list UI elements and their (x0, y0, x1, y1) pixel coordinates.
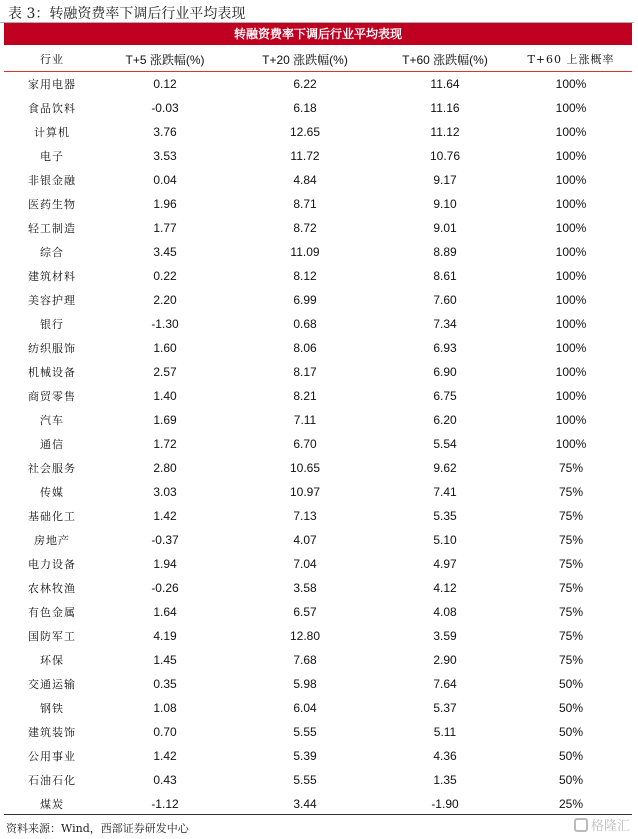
industry-cell: 农林牧渔 (28, 582, 76, 595)
industry-cell: 机械设备 (28, 366, 76, 379)
industry-cell: 银行 (40, 318, 64, 331)
t20-cell: 11.09 (290, 245, 320, 259)
t60-cell: 5.37 (433, 701, 457, 715)
t20-cell: 6.57 (293, 605, 317, 619)
t5-cell: 1.64 (153, 605, 177, 619)
t60-prob-cell: 75% (558, 557, 584, 571)
t60-cell: 3.59 (433, 629, 457, 643)
t60-cell: 9.10 (433, 197, 457, 211)
t5-cell: 1.77 (153, 221, 177, 235)
table-row (4, 288, 632, 312)
t20-cell: 7.04 (293, 557, 317, 571)
t60-prob-cell: 50% (558, 701, 584, 715)
industry-cell: 计算机 (34, 126, 70, 139)
table-row (4, 408, 632, 432)
industry-cell: 电力设备 (28, 558, 76, 571)
industry-cell: 综合 (40, 246, 64, 259)
t5-cell: 1.60 (153, 341, 177, 355)
header-t60: T+60 涨跌幅(%) (402, 52, 488, 67)
industry-cell: 钢铁 (40, 702, 64, 715)
industry-cell: 美容护理 (28, 294, 76, 307)
t60-prob-cell: 75% (558, 605, 584, 619)
table-row (4, 192, 632, 216)
t20-cell: 10.65 (289, 461, 321, 475)
t60-cell: 6.20 (433, 413, 457, 427)
table-row (4, 504, 632, 528)
table-row (4, 720, 632, 744)
watermark-logo-icon (574, 818, 588, 832)
t5-cell: 0.43 (153, 773, 177, 787)
industry-cell: 建筑装饰 (28, 726, 76, 739)
table-row (4, 624, 632, 648)
t5-cell: 0.22 (153, 269, 177, 283)
t60-prob-cell: 75% (558, 581, 584, 595)
t5-cell: 1.45 (153, 653, 177, 667)
watermark (574, 815, 630, 834)
t60-cell: 11.12 (430, 125, 460, 139)
t60-prob-cell: 100% (555, 365, 587, 379)
watermark-text: 格隆汇 (590, 818, 630, 833)
t5-cell: 1.96 (153, 197, 177, 211)
table-row (4, 576, 632, 600)
t60-prob-cell: 100% (555, 245, 587, 259)
t5-cell: -1.12 (151, 797, 179, 811)
t60-prob-cell: 100% (555, 125, 587, 139)
t20-cell: 5.55 (293, 725, 317, 739)
t20-cell: 12.65 (289, 125, 321, 139)
t60-cell: 4.12 (433, 581, 457, 595)
t5-cell: 0.70 (153, 725, 177, 739)
t60-prob-cell: 100% (555, 413, 587, 427)
industry-cell: 电子 (40, 150, 64, 163)
t60-cell: 9.01 (433, 221, 457, 235)
industry-cell: 传媒 (40, 486, 64, 499)
header-t60-prob: T+60 上涨概率 (527, 53, 615, 66)
t5-cell: 0.04 (153, 173, 177, 187)
table-caption: 表 3：转融资费率下调后行业平均表现 (8, 6, 246, 22)
t5-cell: 1.69 (153, 413, 177, 427)
industry-cell: 公用事业 (28, 750, 76, 763)
t5-cell: 1.72 (153, 437, 177, 451)
t60-prob-cell: 25% (558, 797, 584, 811)
t60-cell: 9.62 (433, 461, 457, 475)
t60-cell: 9.17 (433, 173, 457, 187)
t5-cell: 1.42 (153, 509, 177, 523)
t20-cell: 11.72 (290, 149, 320, 163)
t20-cell: 6.04 (293, 701, 317, 715)
table-row (4, 768, 632, 792)
industry-cell: 食品饮料 (28, 102, 76, 115)
table-row (4, 384, 632, 408)
t60-cell: 5.10 (433, 533, 457, 547)
t60-prob-cell: 75% (558, 485, 584, 499)
t60-prob-cell: 100% (555, 77, 587, 91)
industry-cell: 煤炭 (40, 798, 64, 811)
t60-prob-cell: 75% (558, 461, 584, 475)
t60-prob-cell: 100% (555, 269, 587, 283)
t5-cell: 2.80 (153, 461, 177, 475)
industry-cell: 基础化工 (28, 510, 76, 523)
t5-cell: 0.12 (153, 77, 177, 91)
t60-cell: 10.76 (429, 149, 461, 163)
industry-cell: 非银金融 (28, 174, 76, 187)
t60-cell: 8.61 (433, 269, 457, 283)
t20-cell: 8.06 (293, 341, 317, 355)
t5-cell: 3.03 (153, 485, 177, 499)
t60-prob-cell: 100% (555, 341, 587, 355)
t60-cell: 5.54 (433, 437, 457, 451)
header-t20: T+20 涨跌幅(%) (262, 52, 348, 67)
industry-cell: 医药生物 (28, 198, 76, 211)
industry-cell: 石油石化 (28, 774, 76, 787)
t20-cell: 6.22 (293, 77, 317, 91)
t5-cell: 3.53 (153, 149, 177, 163)
table-row (4, 432, 632, 456)
table-row (4, 648, 632, 672)
t60-prob-cell: 75% (558, 509, 584, 523)
t20-cell: 6.99 (293, 293, 317, 307)
t60-cell: 5.11 (433, 725, 457, 739)
table-row (4, 72, 632, 97)
t60-prob-cell: 75% (558, 533, 584, 547)
t20-cell: 8.17 (293, 365, 317, 379)
industry-cell: 建筑材料 (28, 270, 76, 283)
industry-cell: 环保 (40, 654, 64, 667)
header-t5: T+5 涨跌幅(%) (125, 52, 205, 67)
t20-cell: 4.07 (293, 533, 317, 547)
source-note: 资料来源：Wind，西部证券研发中心 (6, 822, 189, 835)
t60-prob-cell: 50% (558, 725, 584, 739)
table-row (4, 600, 632, 624)
t60-prob-cell: 75% (558, 653, 584, 667)
table-row (4, 792, 632, 816)
t20-cell: 8.21 (293, 389, 317, 403)
t60-prob-cell: 100% (555, 149, 587, 163)
industry-cell: 家用电器 (28, 78, 76, 91)
table-row (4, 528, 632, 552)
table-header-row (4, 47, 632, 72)
t5-cell: 3.76 (153, 125, 177, 139)
t60-cell: 7.34 (433, 317, 457, 331)
t20-cell: 0.68 (293, 317, 317, 331)
industry-cell: 社会服务 (28, 462, 76, 475)
t5-cell: 2.20 (153, 293, 177, 307)
t20-cell: 5.98 (293, 677, 317, 691)
t60-prob-cell: 100% (555, 437, 587, 451)
table-row (4, 120, 632, 144)
table-row (4, 240, 632, 264)
table-row (4, 216, 632, 240)
t5-cell: 1.40 (153, 389, 177, 403)
t60-cell: 7.60 (433, 293, 457, 307)
t20-cell: 7.13 (293, 509, 317, 523)
t20-cell: 6.18 (293, 101, 317, 115)
t5-cell: 2.57 (153, 365, 177, 379)
t60-cell: 6.75 (433, 389, 457, 403)
table-row (4, 672, 632, 696)
industry-cell: 房地产 (34, 534, 70, 547)
table-row (4, 744, 632, 768)
t60-prob-cell: 50% (558, 773, 584, 787)
t60-prob-cell: 100% (555, 317, 587, 331)
t20-cell: 5.39 (293, 749, 317, 763)
table-row (4, 336, 632, 360)
t60-cell: 8.89 (433, 245, 457, 259)
table-row (4, 456, 632, 480)
t60-prob-cell: 50% (558, 677, 584, 691)
t5-cell: 4.19 (153, 629, 177, 643)
t5-cell: 1.08 (153, 701, 177, 715)
table-row (4, 696, 632, 720)
t60-cell: 2.90 (433, 653, 457, 667)
industry-cell: 商贸零售 (28, 390, 76, 403)
t60-cell: 4.36 (433, 749, 457, 763)
t20-cell: 7.68 (293, 653, 317, 667)
industry-cell: 纺织服饰 (28, 342, 76, 355)
table-row (4, 168, 632, 192)
t5-cell: -1.30 (151, 317, 179, 331)
t60-cell: -1.90 (431, 797, 459, 811)
t20-cell: 10.97 (289, 485, 321, 499)
t60-cell: 1.35 (433, 773, 457, 787)
t60-prob-cell: 100% (555, 101, 587, 115)
t60-prob-cell: 100% (555, 293, 587, 307)
table-row (4, 312, 632, 336)
t60-prob-cell: 100% (555, 389, 587, 403)
industry-cell: 通信 (40, 438, 64, 451)
table-row (4, 264, 632, 288)
t5-cell: -0.37 (151, 533, 179, 547)
table-row (4, 552, 632, 576)
industry-cell: 汽车 (40, 414, 64, 427)
t60-cell: 4.08 (433, 605, 457, 619)
bottom-divider (4, 814, 632, 815)
t60-cell: 7.64 (433, 677, 457, 691)
table-banner-title: 转融资费率下调后行业平均表现 (4, 23, 632, 45)
t20-cell: 7.11 (293, 413, 317, 427)
t60-cell: 6.93 (433, 341, 457, 355)
t20-cell: 8.72 (293, 221, 317, 235)
t60-cell: 6.90 (433, 365, 457, 379)
table-row (4, 480, 632, 504)
t5-cell: 0.35 (153, 677, 177, 691)
t60-prob-cell: 100% (555, 173, 587, 187)
t20-cell: 3.44 (293, 797, 317, 811)
t60-cell: 5.35 (433, 509, 457, 523)
table-row (4, 360, 632, 384)
t5-cell: -0.26 (151, 581, 179, 595)
t5-cell: 3.45 (153, 245, 177, 259)
t5-cell: 1.94 (153, 557, 177, 571)
industry-performance-table (4, 47, 632, 816)
t60-cell: 7.41 (433, 485, 457, 499)
t60-prob-cell: 100% (555, 197, 587, 211)
t20-cell: 6.70 (293, 437, 317, 451)
header-industry: 行业 (40, 53, 64, 66)
t60-prob-cell: 100% (555, 221, 587, 235)
t5-cell: -0.03 (151, 101, 179, 115)
industry-cell: 轻工制造 (28, 222, 76, 235)
industry-cell: 国防军工 (28, 630, 76, 643)
t60-cell: 4.97 (433, 557, 457, 571)
t60-prob-cell: 50% (558, 749, 584, 763)
t20-cell: 8.12 (293, 269, 317, 283)
table-body (4, 72, 632, 817)
t20-cell: 8.71 (293, 197, 317, 211)
industry-cell: 有色金属 (28, 606, 76, 619)
t60-cell: 11.16 (430, 101, 460, 115)
t5-cell: 1.42 (153, 749, 177, 763)
t20-cell: 3.58 (293, 581, 317, 595)
industry-cell: 交通运输 (28, 678, 76, 691)
t20-cell: 12.80 (289, 629, 321, 643)
table-row (4, 96, 632, 120)
t20-cell: 4.84 (293, 173, 317, 187)
t20-cell: 5.55 (293, 773, 317, 787)
t60-prob-cell: 75% (558, 629, 584, 643)
table-row (4, 144, 632, 168)
t60-cell: 11.64 (430, 77, 460, 91)
